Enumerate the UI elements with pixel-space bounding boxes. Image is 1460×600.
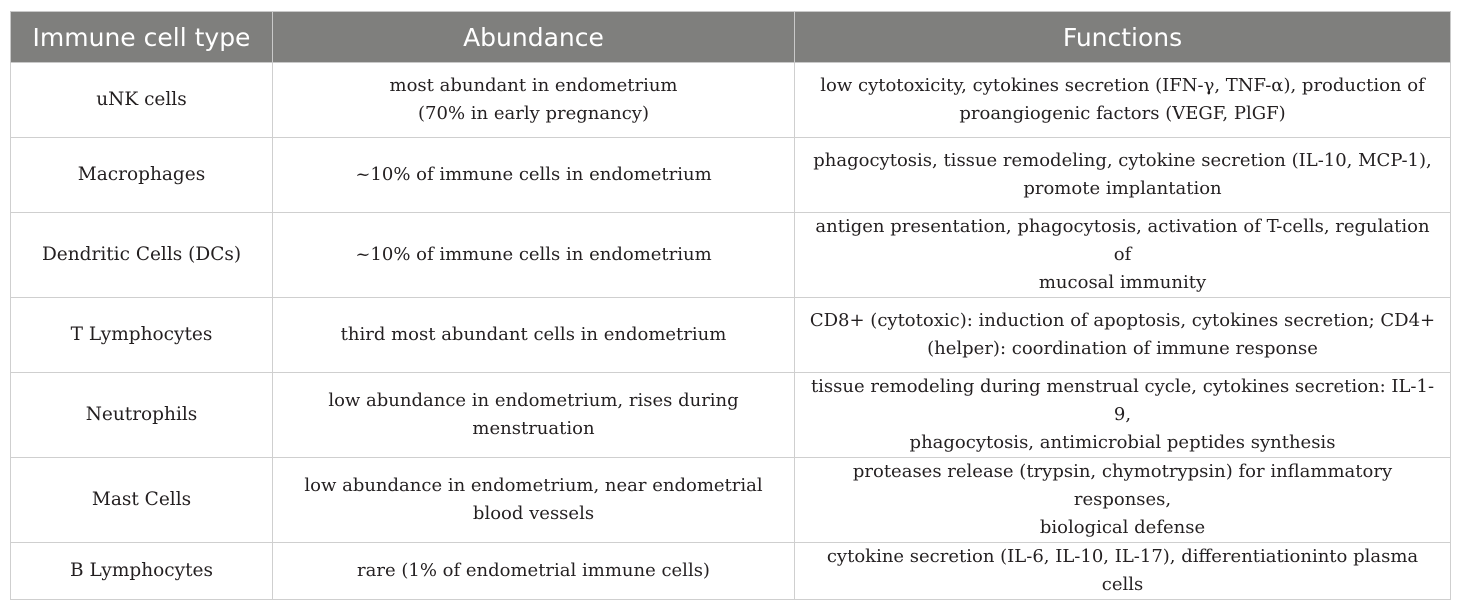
cell-functions [795,458,1451,543]
cell-functions-line: biological defense [1039,517,1206,538]
cell-abundance-line: low abundance in endometrium, near endometrial [304,475,763,496]
cell-functions-line: proteases release (trypsin, chymotrypsin) for inflammatory responses, [852,461,1393,510]
cell-functions-line: cytokine secretion (IL-6, IL-10, IL-17), differentiationinto plasma cells [826,546,1419,595]
table-row [11,213,1451,298]
table-row [11,543,1451,600]
cell-functions-line: phagocytosis, tissue remodeling, cytokine secretion (IL-10, MCP-1), [813,150,1432,171]
cell-functions [795,138,1451,213]
cell-abundance-line: low abundance in endometrium, rises during menstruation [328,390,739,439]
cell-functions-line: antigen presentation, phagocytosis, activation of T-cells, regulation of [815,216,1430,265]
table-row [11,138,1451,213]
cell-abundance-line: (70% in early pregnancy) [418,103,649,124]
cell-abundance-line: rare (1% of endometrial immune cells) [357,560,710,581]
table-row [11,298,1451,373]
cell-immune-cell-type: uNK cells [11,63,273,138]
cell-functions-line: low cytotoxicity, cytokines secretion (IFN-γ, TNF-α), production of [820,75,1425,96]
cell-functions-line: (helper): coordination of immune response [927,338,1318,359]
header-row [11,12,1451,63]
cell-functions [795,63,1451,138]
cell-abundance-line: most abundant in endometrium [389,75,678,96]
cell-immune-cell-type: Dendritic Cells (DCs) [11,213,273,298]
cell-abundance-line: ~10% of immune cells in endometrium [355,244,712,265]
cell-functions-line: tissue remodeling during menstrual cycle, cytokines secretion: IL-1-9, [810,376,1435,425]
cell-immune-cell-type: Neutrophils [11,373,273,458]
cell-functions-line: proangiogenic factors (VEGF, PlGF) [959,103,1286,124]
cell-functions [795,298,1451,373]
table-row [11,63,1451,138]
cell-abundance [273,373,795,458]
cell-abundance-line: blood vessels [472,503,595,524]
cell-functions-line: phagocytosis, antimicrobial peptides synthesis [909,432,1336,453]
header-functions: Functions [795,12,1451,63]
cell-abundance [273,298,795,373]
cell-abundance [273,138,795,213]
cell-abundance-line: ~10% of immune cells in endometrium [355,164,712,185]
cell-functions-line: promote implantation [1023,178,1222,199]
table-row [11,458,1451,543]
cell-abundance [273,63,795,138]
cell-immune-cell-type: T Lymphocytes [11,298,273,373]
cell-immune-cell-type: Mast Cells [11,458,273,543]
cell-functions [795,373,1451,458]
cell-functions-line: mucosal immunity [1038,272,1207,293]
header-abundance: Abundance [273,12,795,63]
cell-immune-cell-type: Macrophages [11,138,273,213]
cell-immune-cell-type: B Lymphocytes [11,543,273,600]
cell-abundance [273,543,795,600]
cell-functions [795,213,1451,298]
table-body [11,63,1451,600]
header-immune-cell-type: Immune cell type [11,12,273,63]
cell-functions [795,543,1451,600]
cell-abundance [273,458,795,543]
cell-functions-line: CD8+ (cytotoxic): induction of apoptosis, cytokines secretion; CD4+ [809,310,1436,331]
immune-cell-table [10,11,1451,600]
table-row [11,373,1451,458]
cell-abundance [273,213,795,298]
cell-abundance-line: third most abundant cells in endometrium [340,324,727,345]
